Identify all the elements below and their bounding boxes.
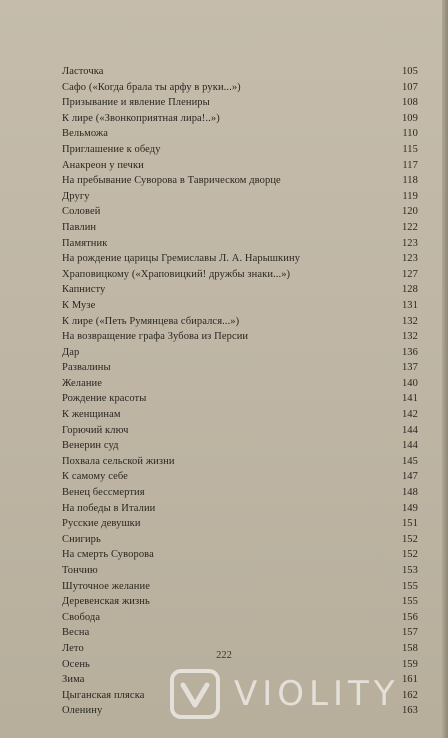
toc-entry — [62, 267, 418, 283]
toc-entry-title: Деревенская жизнь — [62, 596, 150, 608]
toc-entry-title: Зима — [62, 674, 85, 686]
toc-entry-title: К самому себе — [62, 471, 128, 483]
toc-entry — [62, 142, 418, 158]
toc-entry — [62, 501, 418, 517]
toc-entry-title: Цыганская пляска — [62, 689, 145, 701]
violity-logo-icon — [168, 667, 222, 721]
toc-entry — [62, 158, 418, 174]
toc-entry-title: На пребывание Суворова в Таврическом дворце — [62, 175, 281, 187]
toc-entry-title: К лире («Звонкоприятная лира!..») — [62, 112, 220, 124]
toc-entry-page: 141 — [401, 393, 418, 405]
toc-entry-title: Шуточное желание — [62, 580, 151, 592]
toc-entry-page: 144 — [401, 440, 418, 452]
toc-entry-title: Горючий ключ — [62, 424, 129, 436]
toc-entry-page: 145 — [401, 455, 418, 467]
toc-entry-title: На победы в Италии — [62, 502, 156, 514]
toc-entry-page: 110 — [402, 128, 418, 140]
toc-entry-title: Рождение красоты — [62, 393, 147, 405]
toc-entry — [62, 360, 418, 376]
toc-entry-title: Ласточка — [62, 66, 104, 77]
toc-entry-page: 158 — [401, 642, 418, 654]
toc-entry — [62, 407, 418, 423]
toc-entry-page: 123 — [401, 253, 418, 265]
toc-entry — [62, 516, 418, 532]
toc-entry-page: 156 — [401, 611, 418, 623]
toc-entry-title: Весна — [62, 627, 90, 639]
toc-entry — [62, 423, 418, 439]
toc-entry-title: Памятник — [62, 237, 108, 249]
toc-entry-title: Тончию — [62, 565, 98, 576]
page-number: 222 — [216, 650, 232, 661]
toc-entry-page: 117 — [402, 159, 418, 171]
watermark — [168, 664, 438, 724]
toc-entry-page: 163 — [401, 705, 418, 717]
toc-entry — [62, 563, 418, 579]
toc-entry — [62, 64, 418, 80]
toc-entry — [62, 610, 418, 626]
toc-entry-page: 105 — [401, 66, 418, 77]
toc-entry — [62, 345, 418, 361]
toc-entry-page: 132 — [401, 331, 418, 343]
toc-entry-title: К Музе — [62, 299, 96, 311]
toc-entry — [62, 95, 418, 111]
page-edge — [442, 0, 448, 738]
toc-entry — [62, 220, 418, 236]
toc-entry — [62, 251, 418, 267]
toc-entry-title: Развалины — [62, 362, 111, 374]
toc-entry-title: Вельможа — [62, 128, 109, 140]
toc-entry — [62, 579, 418, 595]
toc-entry-page: 153 — [401, 565, 418, 576]
toc-entry — [62, 469, 418, 485]
toc-entry-page: 109 — [401, 112, 418, 124]
toc-entry-page: 132 — [401, 315, 418, 327]
toc-entry-title: Свобода — [62, 611, 101, 623]
toc-entry-page: 108 — [401, 97, 418, 109]
toc-entry-title: К лире («Петь Румянцева сбирался...») — [62, 315, 240, 327]
toc-entry — [62, 298, 418, 314]
toc-entry-page: 149 — [401, 502, 418, 514]
toc-entry-title: К женщинам — [62, 409, 121, 421]
toc-entry-title: Призывание и явление Плениры — [62, 97, 210, 109]
toc-entry — [62, 236, 418, 252]
toc-entry-title: На возвращение графа Зубова из Персии — [62, 331, 249, 343]
toc-entry-page: 115 — [402, 143, 418, 155]
watermark-text: VIOLITY — [234, 674, 400, 714]
table-of-contents — [62, 64, 418, 719]
toc-entry-page: 119 — [402, 190, 418, 202]
toc-entry — [62, 204, 418, 220]
toc-entry — [62, 282, 418, 298]
toc-entry-page: 151 — [401, 518, 418, 530]
toc-entry-page: 131 — [401, 299, 418, 311]
toc-entry-title: Снигирь — [62, 533, 101, 545]
toc-entry-title: Венец бессмертия — [62, 487, 145, 499]
toc-entry-title: Оленину — [62, 705, 103, 717]
toc-entry-title: Венерин суд — [62, 440, 119, 452]
toc-entry-title: Желание — [62, 377, 103, 389]
toc-entry — [62, 485, 418, 501]
toc-entry-title: Русские девушки — [62, 518, 141, 530]
toc-entry — [62, 80, 418, 96]
toc-entry-page: 159 — [401, 658, 418, 670]
toc-entry-page: 120 — [401, 206, 418, 218]
toc-entry — [62, 547, 418, 563]
toc-entry-page: 142 — [401, 409, 418, 421]
toc-entry — [62, 314, 418, 330]
toc-entry-page: 144 — [401, 424, 418, 436]
toc-entry-page: 157 — [401, 627, 418, 639]
toc-entry-page: 152 — [401, 533, 418, 545]
toc-entry-title: Сафо («Когда брала ты арфу в руки...») — [62, 81, 241, 93]
toc-entry-page: 122 — [401, 221, 418, 233]
toc-entry-title: Похвала сельской жизни — [62, 455, 175, 467]
toc-entry-page: 148 — [401, 487, 418, 499]
toc-entry — [62, 189, 418, 205]
toc-entry-page: 127 — [401, 268, 418, 280]
toc-entry — [62, 454, 418, 470]
toc-entry-title: Храповицкому («Храповицкий! дружбы знаки...») — [62, 268, 291, 280]
toc-entry-title: На рождение царицы Гремиславы Л. А. Нарышкину — [62, 253, 301, 265]
toc-entry — [62, 173, 418, 189]
toc-entry-page: 155 — [401, 580, 418, 592]
toc-entry — [62, 594, 418, 610]
toc-entry — [62, 625, 418, 641]
toc-entry-page: 162 — [401, 689, 418, 701]
toc-entry-page: 140 — [401, 377, 418, 389]
toc-entry-title: Другу — [62, 190, 90, 202]
toc-entry — [62, 376, 418, 392]
toc-entry-title: Соловей — [62, 206, 101, 218]
toc-entry — [62, 329, 418, 345]
toc-entry-page: 147 — [401, 471, 418, 483]
toc-entry-title: Капнисту — [62, 284, 106, 296]
toc-entry-title: Осень — [62, 658, 90, 670]
toc-entry-title: Приглашение к обеду — [62, 143, 161, 155]
toc-entry-title: Анакреон у печки — [62, 159, 144, 171]
toc-entry — [62, 391, 418, 407]
toc-entry-title: На смерть Суворова — [62, 549, 154, 561]
toc-entry-title: Дар — [62, 346, 80, 358]
toc-entry-page: 128 — [401, 284, 418, 296]
toc-entry — [62, 126, 418, 142]
toc-entry-page: 136 — [401, 346, 418, 358]
toc-entry-page: 155 — [401, 596, 418, 608]
toc-entry-page: 107 — [401, 81, 418, 93]
toc-entry — [62, 438, 418, 454]
toc-entry-page: 118 — [402, 175, 418, 187]
toc-entry-title: Павлин — [62, 221, 97, 233]
toc-entry-page: 152 — [401, 549, 418, 561]
toc-entry-page: 137 — [401, 362, 418, 374]
toc-entry-title: Лето — [62, 642, 84, 654]
toc-entry-page: 123 — [401, 237, 418, 249]
toc-entry — [62, 532, 418, 548]
toc-entry — [62, 111, 418, 127]
toc-entry-page: 161 — [401, 674, 418, 686]
